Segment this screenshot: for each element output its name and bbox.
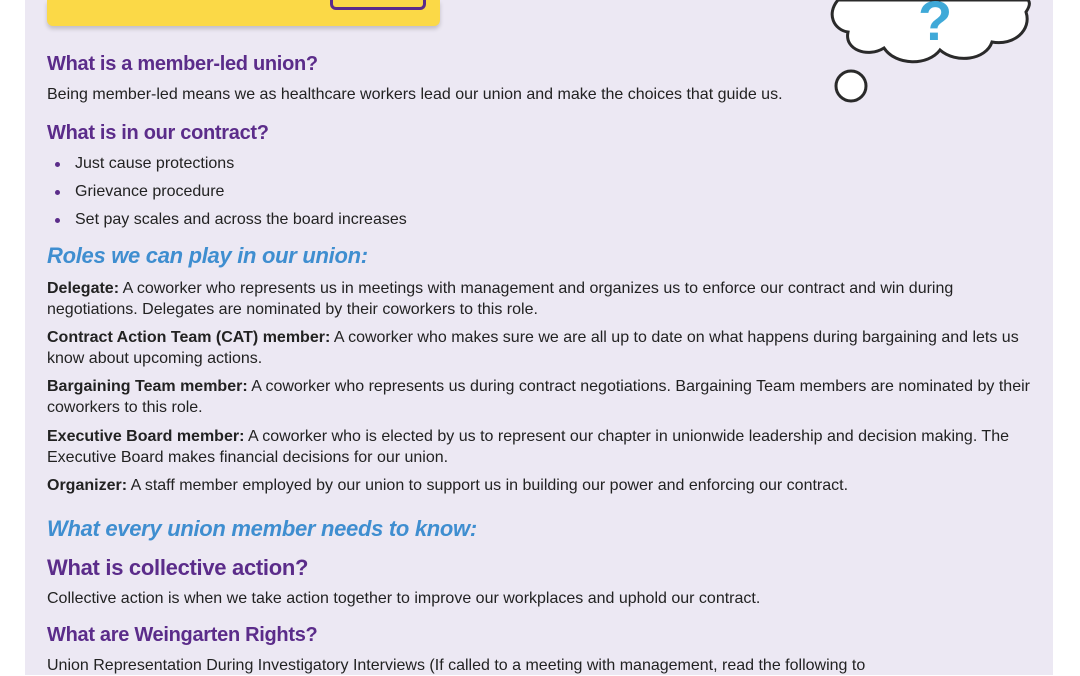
heading-collective-action: What is collective action? <box>47 555 309 580</box>
text-weingarten: Union Representation During Investigatory Interviews (If called to a meeting with management, read the following to <box>47 657 866 674</box>
role-bargaining-team <box>47 376 1037 418</box>
role-term: Organizer: <box>47 477 128 494</box>
role-delegate <box>47 278 1037 320</box>
heading-member-led: What is a member-led union? <box>47 53 318 75</box>
role-desc: A coworker who makes sure we are all up to date on what happens during bargaining and lets us know about upcoming actions. <box>47 329 1019 367</box>
heading-roles: Roles we can play in our union: <box>47 243 368 268</box>
contract-list <box>47 150 407 234</box>
role-desc: A coworker who represents us during contract negotiations. Bargaining Team members are nominated by their coworkers to this role. <box>47 378 1030 416</box>
role-desc: A staff member employed by our union to support us in building our power and enforcing our contract. <box>127 477 849 494</box>
header-banner-button[interactable] <box>330 0 426 10</box>
role-cat-member <box>47 327 1037 369</box>
heading-need-to-know: What every union member needs to know: <box>47 516 477 541</box>
list-item: Just cause protections <box>47 150 407 178</box>
question-mark-glyph: ? <box>918 0 953 52</box>
role-desc: A coworker who represents us in meetings with management and organizes us to enforce our contract and win during negotiations. Delegates are nominated by their coworkers to this role. <box>47 280 954 318</box>
text-collective-action: Collective action is when we take action together to improve our workplaces and uphold our contract. <box>47 590 761 607</box>
text-member-led: Being member-led means we as healthcare workers lead our union and make the choices that guide us. <box>47 86 783 103</box>
role-term: Delegate: <box>47 280 120 297</box>
role-term: Contract Action Team (CAT) member: <box>47 329 331 346</box>
heading-contract: What is in our contract? <box>47 122 269 144</box>
role-executive-board <box>47 426 1037 468</box>
role-organizer <box>47 475 1037 496</box>
role-term: Executive Board member: <box>47 428 245 445</box>
role-term: Bargaining Team member: <box>47 378 248 395</box>
heading-weingarten: What are Weingarten Rights? <box>47 624 318 646</box>
list-item: Grievance procedure <box>47 178 407 206</box>
role-desc: A coworker who is elected by us to represent our chapter in unionwide leadership and decision making. The Executive Board makes financial decisions for our union. <box>47 428 1009 466</box>
header-banner <box>47 0 440 26</box>
list-item: Set pay scales and across the board increases <box>47 206 407 234</box>
